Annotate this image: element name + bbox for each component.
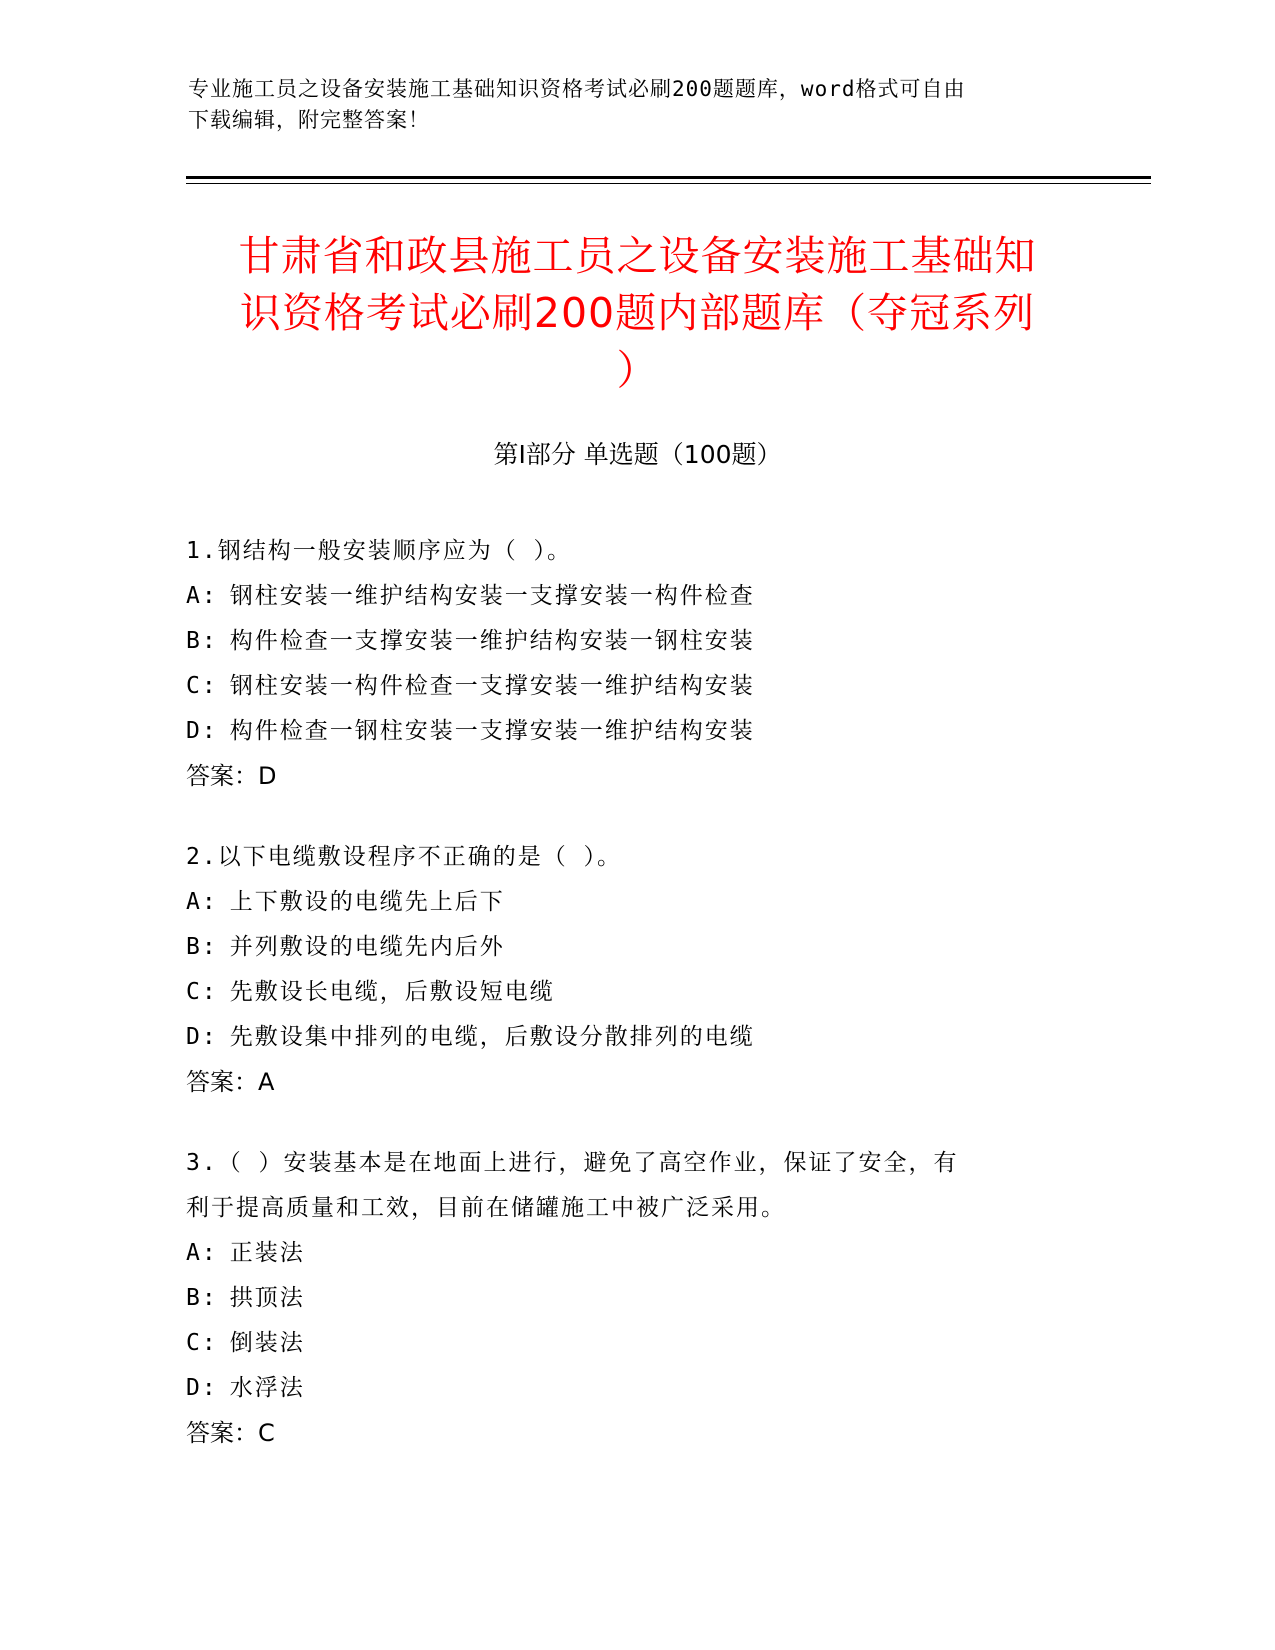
option-a xyxy=(186,1231,1086,1276)
header-note-line: 下载编辑，附完整答案！ xyxy=(188,108,430,132)
option-a xyxy=(186,574,1086,619)
option-text: 先敷设长电缆，后敷设短电缆 xyxy=(229,979,555,1005)
option-letter: D: xyxy=(186,718,218,744)
question-list xyxy=(186,529,1086,1492)
header-divider-thin xyxy=(186,183,1151,184)
header-note-line: 专业施工员之设备安装施工基础知识资格考试必刷200题题库，word格式可自由 xyxy=(188,77,966,101)
question-stem: 3.（ ）安装基本是在地面上进行，避免了高空作业，保证了安全，有 xyxy=(186,1150,959,1176)
option-letter: A: xyxy=(186,889,218,915)
title-line: 甘肃省和政县施工员之设备安装施工基础知 xyxy=(238,232,1037,280)
question-2 xyxy=(186,835,1086,1105)
option-letter: A: xyxy=(186,583,218,609)
option-letter: D: xyxy=(186,1375,218,1401)
option-text: 水浮法 xyxy=(229,1375,305,1401)
answer: 答案：D xyxy=(186,762,277,790)
option-d xyxy=(186,709,1086,754)
option-text: 构件检查一钢柱安装一支撑安装一维护结构安装 xyxy=(229,718,755,744)
option-text: 拱顶法 xyxy=(229,1285,305,1311)
section-heading: 第Ⅰ部分 单选题（100题） xyxy=(493,440,782,469)
option-d xyxy=(186,1015,1086,1060)
option-text: 倒装法 xyxy=(229,1330,305,1356)
question-stem: 1.钢结构一般安装顺序应为（ ）。 xyxy=(186,538,573,564)
answer: 答案：A xyxy=(186,1068,275,1096)
option-letter: C: xyxy=(186,979,218,1005)
title-line: 识资格考试必刷200题内部题库（夺冠系列 xyxy=(239,289,1036,337)
option-a xyxy=(186,880,1086,925)
option-d xyxy=(186,1366,1086,1411)
option-letter: C: xyxy=(186,1330,218,1356)
option-text: 构件检查一支撑安装一维护结构安装一钢柱安装 xyxy=(229,628,755,654)
question-stem: 2.以下电缆敷设程序不正确的是（ ）。 xyxy=(186,844,623,870)
document-title xyxy=(150,228,1125,399)
option-text: 并列敷设的电缆先内后外 xyxy=(229,934,505,960)
question-stem: 利于提高质量和工效，目前在储罐施工中被广泛采用。 xyxy=(186,1195,786,1221)
option-text: 钢柱安装一构件检查一支撑安装一维护结构安装 xyxy=(229,673,755,699)
option-letter: A: xyxy=(186,1240,218,1266)
title-line: ） xyxy=(616,346,659,394)
option-text: 正装法 xyxy=(229,1240,305,1266)
answer: 答案：C xyxy=(186,1419,275,1447)
option-b xyxy=(186,925,1086,970)
option-b xyxy=(186,619,1086,664)
question-1 xyxy=(186,529,1086,799)
option-text: 先敷设集中排列的电缆，后敷设分散排列的电缆 xyxy=(229,1024,755,1050)
option-letter: B: xyxy=(186,1285,218,1311)
option-text: 钢柱安装一维护结构安装一支撑安装一构件检查 xyxy=(229,583,755,609)
option-b xyxy=(186,1276,1086,1321)
option-c xyxy=(186,1321,1086,1366)
option-text: 上下敷设的电缆先上后下 xyxy=(229,889,505,915)
option-c xyxy=(186,970,1086,1015)
option-letter: B: xyxy=(186,934,218,960)
header-note xyxy=(188,74,1088,136)
header-divider-thick xyxy=(186,176,1151,179)
option-letter: C: xyxy=(186,673,218,699)
question-3 xyxy=(186,1141,1086,1456)
option-letter: D: xyxy=(186,1024,218,1050)
option-c xyxy=(186,664,1086,709)
option-letter: B: xyxy=(186,628,218,654)
